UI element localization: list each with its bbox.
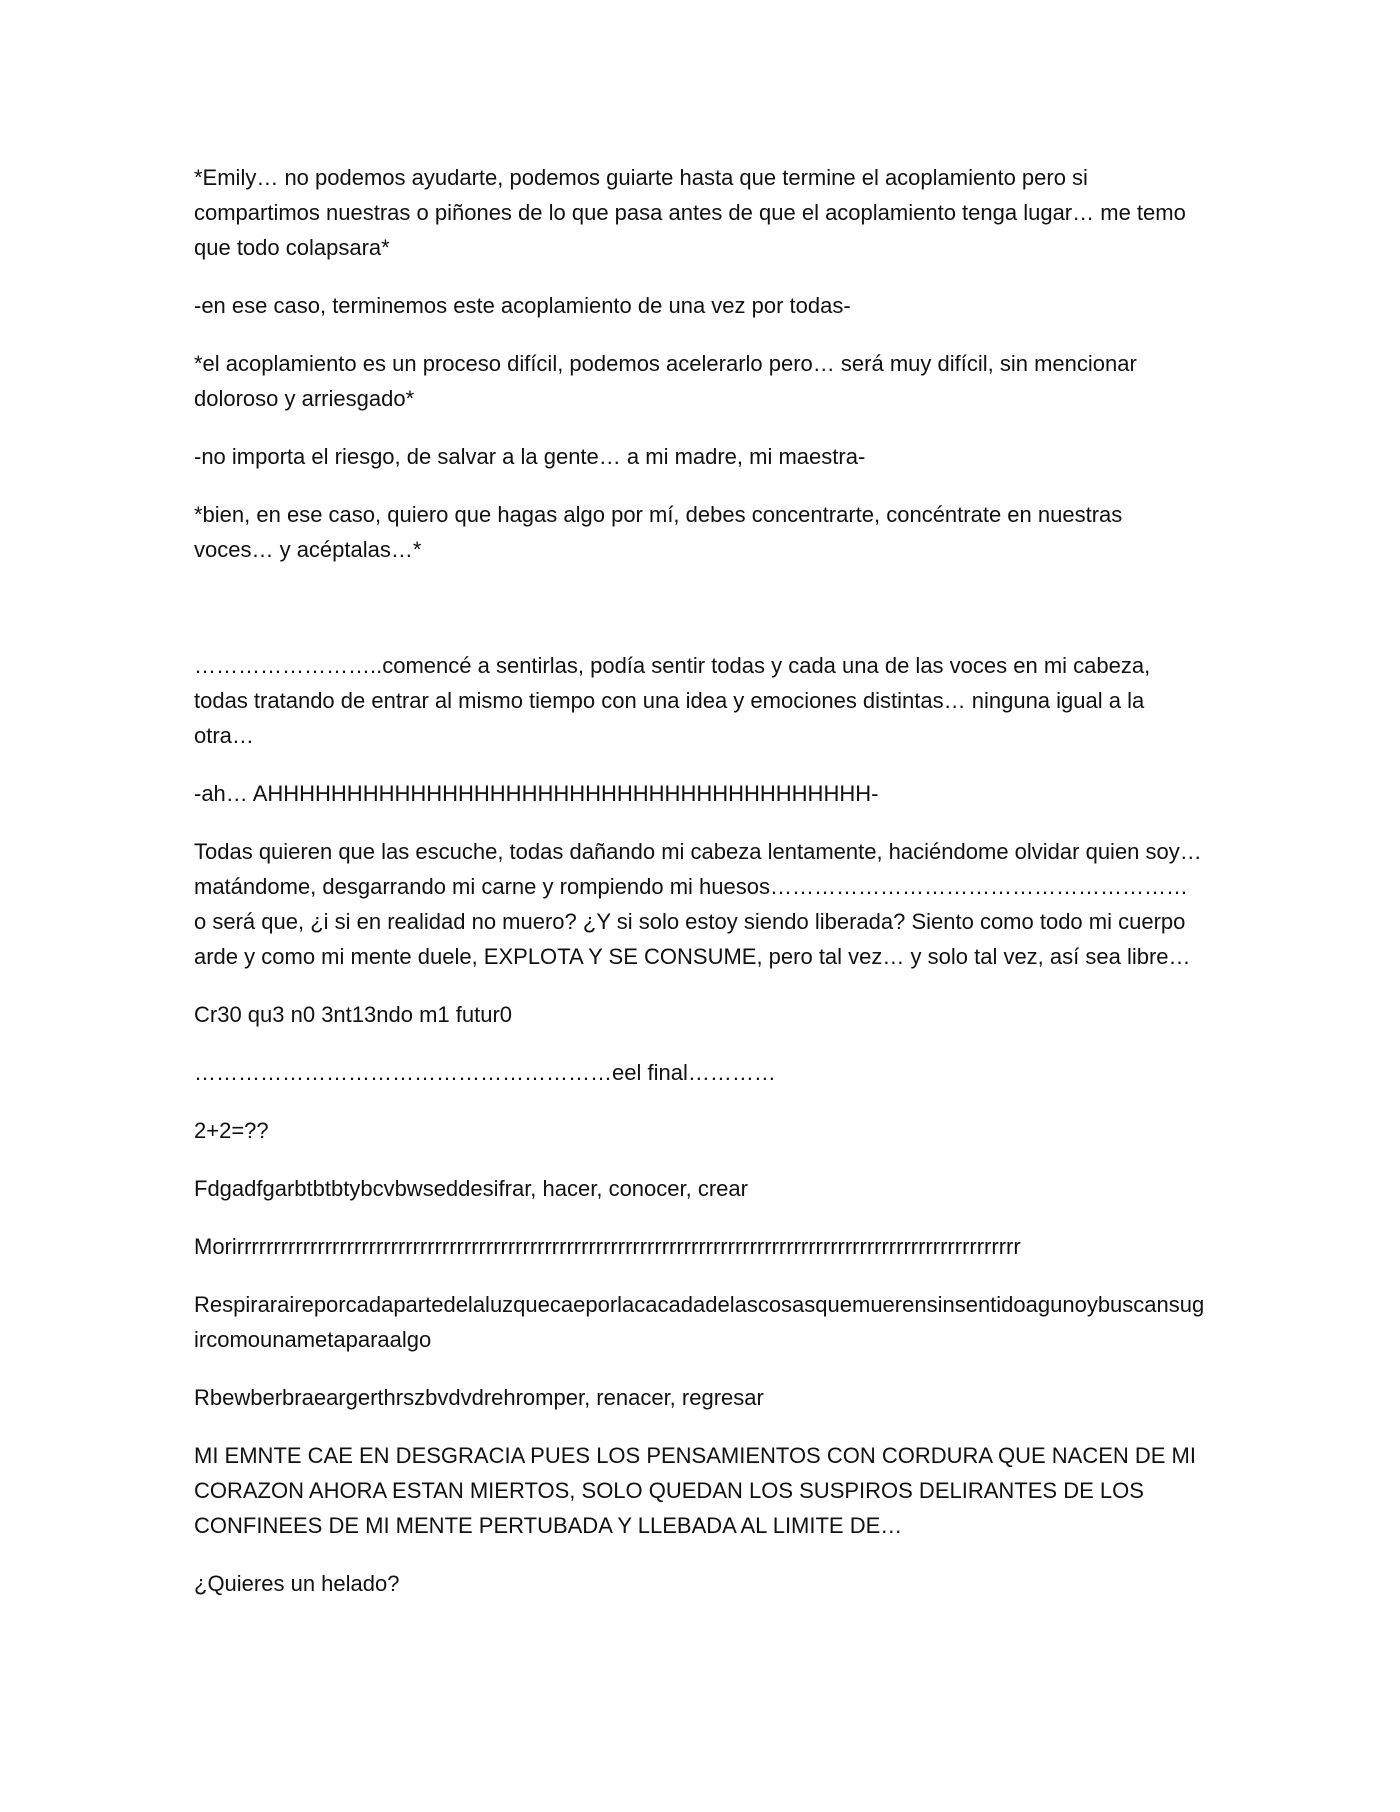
paragraph-no-risk: -no importa el riesgo, de salvar a la gente… a mi madre, mi maestra- <box>194 444 866 469</box>
blank-gap <box>194 590 1206 648</box>
paragraph-destruction: Todas quieren que las escuche, todas dañando mi cabeza lentamente, haciéndome olvidar quien soy… matándome, desgarrando mi carne y rompiendo mi huesos………………………………………………… o será que, ¿i si en realidad no muero? ¿Y si solo estoy siendo liberada? Siento como todo mi cuerpo arde y como mi mente duele, EXPLOTA Y SE CONSUME, pero tal vez… y solo tal vez, así sea libre… <box>194 839 1202 969</box>
paragraph-scream: -ah… AHHHHHHHHHHHHHHHHHHHHHHHHHHHHHHHHHHHHHH- <box>194 781 879 806</box>
paragraph-emily-dialogue: *Emily… no podemos ayudarte, podemos guiarte hasta que termine el acoplamiento pero si compartimos nuestras o piñones de lo que pasa antes de que el acoplamiento tenga lugar… me temo que todo colapsara* <box>194 165 1186 260</box>
paragraph-leet-text: Cr30 qu3 n0 3nt13ndo m1 futur0 <box>194 1002 513 1027</box>
paragraph-gibberish-break: Rbewberbraeargerthrszbvdvdrehromper, renacer, regresar <box>194 1385 764 1410</box>
paragraph-breathe: Respiraraireporcadapartedelaluzquecaeporlacacadadelascosasquemuerensinsentidoagunoybuscansugircomounametaparaalgo <box>194 1292 1205 1352</box>
paragraph-reply-terminate: -en ese caso, terminemos este acoplamiento de una vez por todas- <box>194 293 851 318</box>
paragraph-the-end: …………………………………………………eel final………… <box>194 1060 776 1085</box>
paragraph-math: 2+2=?? <box>194 1118 269 1143</box>
paragraph-concentrate: *bien, en ese caso, quiero que hagas algo por mí, debes concentrarte, concéntrate en nuestras voces… y acéptalas…* <box>194 502 1123 562</box>
paragraph-voices: ……………………..comencé a sentirlas, podía sentir todas y cada una de las voces en mi cabeza, todas tratando de entrar al mismo tiempo con una idea y emociones distintas… ninguna igual a la otra… <box>194 653 1151 748</box>
paragraph-gibberish-decipher: Fdgadfgarbtbtbtybcvbwseddesifrar, hacer, conocer, crear <box>194 1176 748 1201</box>
document-page <box>194 160 1206 1624</box>
paragraph-ice-cream: ¿Quieres un helado? <box>194 1571 400 1596</box>
paragraph-difficult-process: *el acoplamiento es un proceso difícil, podemos acelerarlo pero… será muy difícil, sin mencionar doloroso y arriesgado* <box>194 351 1137 411</box>
paragraph-uppercase-mind: MI EMNTE CAE EN DESGRACIA PUES LOS PENSAMIENTOS CON CORDURA QUE NACEN DE MI CORAZON AHORA ESTAN MIERTOS, SOLO QUEDAN LOS SUSPIROS DELIRANTES DE LOS CONFINEES DE MI MENTE PERTUBADA Y LLEBADA AL LIMITE DE… <box>194 1443 1196 1538</box>
paragraph-die: Morirrrrrrrrrrrrrrrrrrrrrrrrrrrrrrrrrrrrrrrrrrrrrrrrrrrrrrrrrrrrrrrrrrrrrrrrrrrrrrrrrrrrrrrrrrrrrrrrrrrrrrrrrrr <box>194 1234 1021 1259</box>
